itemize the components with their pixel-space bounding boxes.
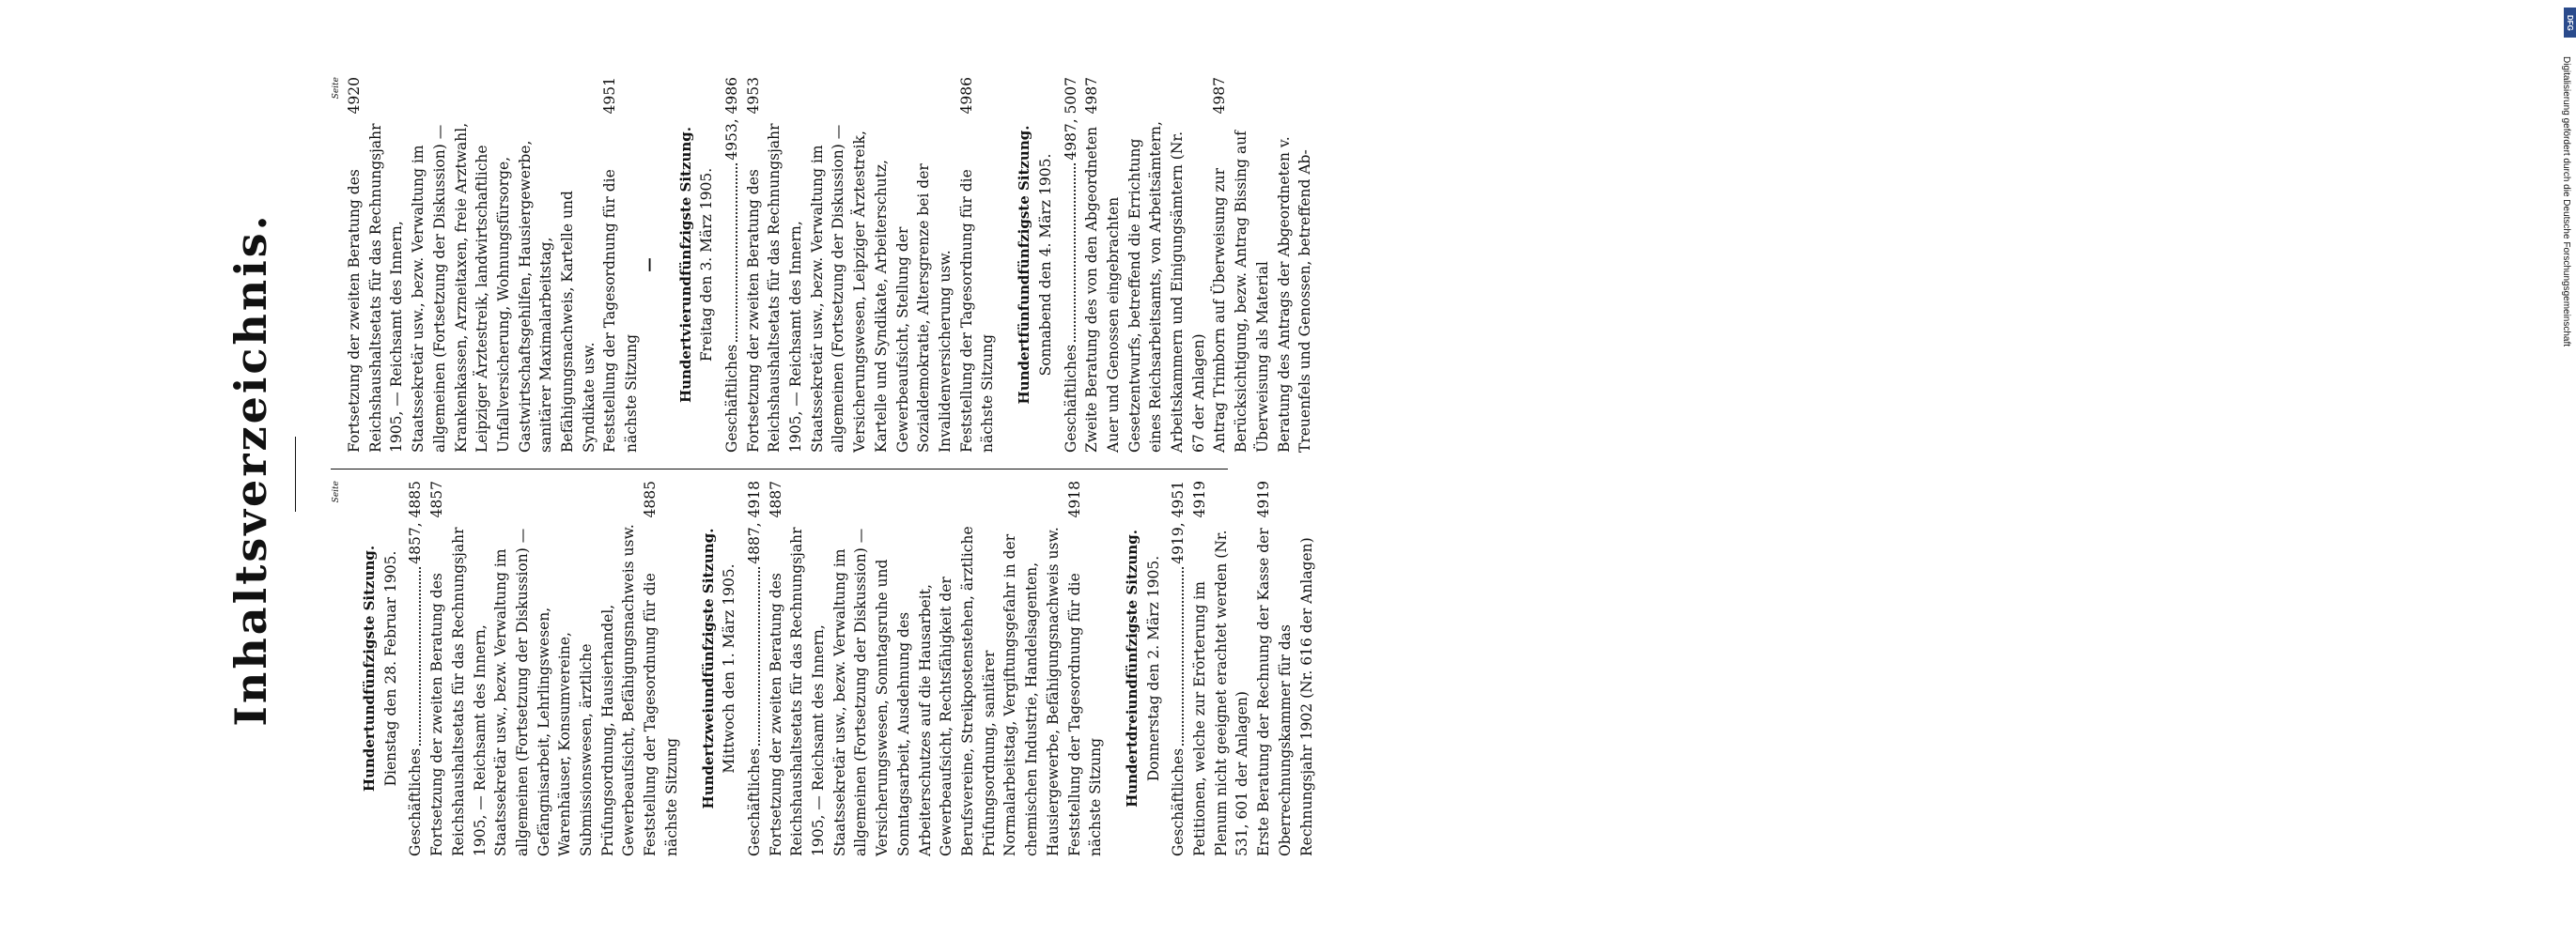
toc-entry xyxy=(1189,481,1253,856)
toc-entry xyxy=(1209,77,1273,453)
entry-text: Geschäftliches xyxy=(1062,344,1079,453)
page-number: 4987 xyxy=(1083,77,1101,115)
toc-entry xyxy=(956,77,999,453)
entry-text: Feststellung der Tagesordnung für die nächste Sitzung xyxy=(642,568,680,856)
right-column xyxy=(331,77,1316,453)
entry-text: Geschäftliches xyxy=(1170,747,1187,856)
seite-label: Seite xyxy=(332,481,341,503)
seite-label: Seite xyxy=(332,77,341,100)
session-heading: Hundertdreiundfünfzigste Sitzung. xyxy=(1123,530,1141,808)
page-number: 4919, 4951 xyxy=(1170,481,1187,564)
dfg-logo: DFG xyxy=(2564,8,2576,38)
session-date: Donnerstag den 2. März 1905. xyxy=(1144,555,1162,782)
entry-text: Feststellung der Tagesordnung für die nächste Sitzung xyxy=(601,164,641,453)
entry-text: Fortsetzung der zweiten Beratung des Reichshaushaltsetats für das Rechnungsjahr 1905, — Reichsamt des Innern, Staatssekretär usw., bezw. Verwaltung im allgemeinen (Fortsetzung der Diskussion) — Gefängnisarbeit, Lehrlingswesen, Warenhäuser, Konsumvereine, Submissionswesen, ärztliche Prüfungsordnung, Hausierhandel, Gewerbeaufsicht, Befähigungsnachweis usw. xyxy=(428,522,638,856)
page-number: 4857, 4885 xyxy=(407,481,425,564)
toc-entry xyxy=(743,77,956,453)
leader-dots xyxy=(405,567,421,746)
entry-text: Zweite Beratung des von den Abgeordneten Auer und Genossen eingebrachten Gesetzentwurfs, betreffend die Errichtung eines Reichsarbeitsamts, von Arbeitsämtern, Arbeitskammern und Einigungsämtern (Nr. 67 der Anlagen) xyxy=(1083,116,1207,453)
session-date: Dienstag den 28. Februar 1905. xyxy=(381,550,399,787)
toc-entry xyxy=(427,481,640,856)
page-number: 4919 xyxy=(1191,481,1209,518)
page-title: Inhaltsverzeichnis. xyxy=(225,212,276,727)
leader-dots xyxy=(722,163,737,342)
page-number: 4953, 4986 xyxy=(722,77,740,161)
column-divider xyxy=(331,469,1228,470)
session-heading: Hundertundfünfzigste Sitzung. xyxy=(361,545,378,793)
entry-text: Geschäftliches xyxy=(722,344,740,453)
page-number: 4885 xyxy=(642,481,660,518)
section-separator: — xyxy=(639,257,658,272)
entry-text: Fortsetzung der zweiten Beratung des Reichshaushaltsetats für das Rechnungsjahr 1905, — Reichsamt des Innern, Staatssekretär usw., bezw. Verwaltung im allgemeinen (Fortsetzung der Diskussion) — Versicherungswesen, Sonntagsruhe und Sonntagsarbeit, Ausdehnung des Arbeiterschutzes auf die Hausarbeit, Gewerbeaufsicht, Rechtsfähigkeit der Berufsvereine, Streikpostenstehen, ärztliche Prüfungsordnung, sanitärer Normalarbeitstag, Vergiftungsgefahr in der chemischen Industrie, Handelsagenten, Hausiergewerbe, Befähigungsnachweis usw. xyxy=(767,521,1062,856)
page-number: 4986 xyxy=(957,77,975,115)
page-number: 4953 xyxy=(744,77,762,115)
title-rule xyxy=(295,437,296,512)
session-date: Sonnabend den 4. März 1905. xyxy=(1036,153,1054,377)
page-number: 4887, 4918 xyxy=(745,481,763,564)
session-heading: Hundertzweiundfünfzigste Sitzung. xyxy=(699,528,717,809)
toc-entry xyxy=(599,77,642,453)
toc-entry xyxy=(1061,77,1082,453)
entry-text: Petitionen, welche zur Erörterung im Plenum nicht geeignet erachtet werden (Nr. 531, 601 der Anlagen) xyxy=(1191,525,1251,856)
session-date: Mittwoch den 1. März 1905. xyxy=(721,563,738,774)
page-number: 4920 xyxy=(346,77,363,115)
page-number: 4987, 5007 xyxy=(1062,77,1079,161)
leader-dots xyxy=(1168,567,1184,746)
leader-dots xyxy=(744,567,760,746)
toc-entry xyxy=(405,481,427,856)
toc-entry xyxy=(766,481,1064,856)
page-number: 4887 xyxy=(767,481,784,518)
entry-text: Feststellung der Tagesordnung für die nächste Sitzung xyxy=(957,164,997,453)
session-heading: Hundertvierundfünfzigste Sitzung. xyxy=(676,126,694,404)
toc-entry xyxy=(1168,481,1189,856)
toc-entry xyxy=(744,481,766,856)
session-date: Freitag den 3. März 1905. xyxy=(698,167,716,362)
page-number: 4951 xyxy=(601,77,619,115)
page-number: 4918 xyxy=(1065,481,1083,518)
entry-text: Antrag Trimborn auf Überweisung zur Berücksichtigung, bezw. Antrag Bissing auf Überweisung als Material xyxy=(1211,126,1271,453)
entry-text: Fortsetzung der zweiten Beratung des Reichshaushaltsetats für das Rechnungsjahr 1905, — Reichsamt des Innern, Staatssekretär usw., bezw. Verwaltung im allgemeinen (Fortsetzung der Diskussion) — Versicherungswesen, Leipziger Ärztestreik, Kartelle und Syndikate, Arbeiterschutz, Gewerbeaufsicht, Stellung der Sozialdemokratie, Altersgrenze bei der Invalidenversicherung usw. xyxy=(744,118,954,453)
entry-text: Geschäftliches xyxy=(407,747,425,856)
page-number: 4987 xyxy=(1211,77,1229,115)
session-heading: Hundertfünfundfünfzigste Sitzung. xyxy=(1016,125,1033,405)
toc-entry xyxy=(1081,77,1209,453)
page-number: 4857 xyxy=(428,481,446,518)
left-column xyxy=(331,481,1317,856)
entry-text: Fortsetzung der zweiten Beratung des Reichshaushaltsetats für das Rechnungsjahr 1905, — Reichsamt des Innern, Staatssekretär usw., bezw. Verwaltung im allgemeinen (Fortsetzung der Diskussion) — Krankenkassen, Arzneitaxen, freie Arztwahl, Leipziger Ärztestreik, landwirtschaftliche Unfallversicherung, Wohnungsfürsorge, Gastwirtschaftsgehilfen, Hausiergewerbe, sanitärer Maximalarbeitstag, Befähigungsnachweis, Kartelle und Syndikate usw. xyxy=(346,117,597,453)
leader-dots xyxy=(1061,163,1077,342)
page-number: 4919 xyxy=(1255,481,1273,518)
toc-entry xyxy=(344,77,599,453)
toc-entry xyxy=(640,481,682,856)
toc-entry xyxy=(1064,481,1107,856)
toc-entry xyxy=(722,77,743,453)
entry-text: Feststellung der Tagesordnung für die nächste Sitzung xyxy=(1065,568,1105,856)
credit-text: Digitalisierung gefördert durch die Deutsche Forschungsgemeinschaft xyxy=(2561,56,2571,347)
entry-text: Erste Beratung der Rechnung der Kasse der Oberrechnungskammer für das Rechnungsjahr 1902 (Nr. 616 der Anlagen) xyxy=(1255,523,1315,856)
entry-text: Beratung des Antrags der Abgeordneten v. Treuenfels und Genossen, betreffend Ab- xyxy=(1275,131,1314,453)
entry-text: Geschäftliches xyxy=(745,747,763,856)
